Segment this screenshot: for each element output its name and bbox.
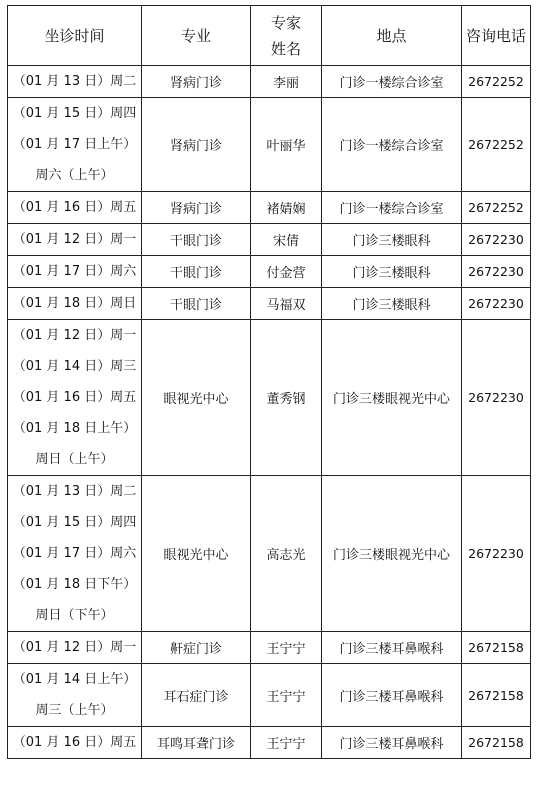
time-line: （01 月 14 日）周三 xyxy=(12,359,137,374)
table-row xyxy=(8,98,531,192)
cell-expert: 付金营 xyxy=(251,256,322,288)
cell-location: 门诊三楼眼科 xyxy=(322,256,462,288)
time-line: （01 月 12 日）周一 xyxy=(12,232,137,247)
cell-phone: 2672252 xyxy=(462,192,531,224)
table-row xyxy=(8,632,531,664)
time-line: （01 月 16 日）周五 xyxy=(12,390,137,405)
cell-expert: 马福双 xyxy=(251,288,322,320)
cell-time xyxy=(8,288,142,320)
table-row xyxy=(8,66,531,98)
cell-specialty: 肾病门诊 xyxy=(142,66,251,98)
cell-location: 门诊三楼眼视光中心 xyxy=(322,320,462,476)
time-line: （01 月 17 日）周六 xyxy=(12,264,137,279)
cell-specialty: 耳石症门诊 xyxy=(142,664,251,727)
time-line: （01 月 12 日）周一 xyxy=(12,328,137,343)
cell-expert: 王宁宁 xyxy=(251,632,322,664)
cell-expert: 褚婧娴 xyxy=(251,192,322,224)
cell-phone: 2672158 xyxy=(462,632,531,664)
cell-location: 门诊三楼眼视光中心 xyxy=(322,476,462,632)
header-location: 地点 xyxy=(322,6,462,66)
cell-time xyxy=(8,727,142,759)
cell-phone: 2672158 xyxy=(462,664,531,727)
header-expert xyxy=(251,6,322,66)
table-row xyxy=(8,288,531,320)
cell-phone: 2672230 xyxy=(462,288,531,320)
table-row xyxy=(8,192,531,224)
cell-specialty: 干眼门诊 xyxy=(142,288,251,320)
cell-time xyxy=(8,664,142,727)
time-line: （01 月 16 日）周五 xyxy=(12,735,137,750)
cell-expert: 李丽 xyxy=(251,66,322,98)
cell-phone: 2672230 xyxy=(462,476,531,632)
cell-specialty: 眼视光中心 xyxy=(142,476,251,632)
cell-location: 门诊三楼眼科 xyxy=(322,288,462,320)
cell-phone: 2672252 xyxy=(462,66,531,98)
cell-expert: 王宁宁 xyxy=(251,727,322,759)
cell-specialty: 眼视光中心 xyxy=(142,320,251,476)
cell-specialty: 肾病门诊 xyxy=(142,98,251,192)
time-line: （01 月 15 日）周四 xyxy=(12,106,137,121)
cell-expert: 宋倩 xyxy=(251,224,322,256)
cell-time xyxy=(8,632,142,664)
clinic-schedule-table xyxy=(7,5,531,759)
time-line: （01 月 18 日上午） xyxy=(12,421,137,436)
cell-expert: 王宁宁 xyxy=(251,664,322,727)
cell-time xyxy=(8,192,142,224)
cell-time xyxy=(8,476,142,632)
time-line: （01 月 13 日）周二 xyxy=(12,74,137,89)
cell-phone: 2672252 xyxy=(462,98,531,192)
time-line: 周日（上午） xyxy=(35,452,114,467)
time-line: （01 月 18 日）周日 xyxy=(12,296,137,311)
cell-phone: 2672230 xyxy=(462,320,531,476)
cell-expert: 高志光 xyxy=(251,476,322,632)
header-expert-line2: 姓名 xyxy=(270,39,301,58)
cell-phone: 2672230 xyxy=(462,256,531,288)
cell-location: 门诊三楼耳鼻喉科 xyxy=(322,664,462,727)
cell-specialty: 鼾症门诊 xyxy=(142,632,251,664)
cell-phone: 2672230 xyxy=(462,224,531,256)
header-specialty: 专业 xyxy=(142,6,251,66)
table-row xyxy=(8,476,531,632)
cell-expert: 董秀钢 xyxy=(251,320,322,476)
cell-time xyxy=(8,98,142,192)
table-row xyxy=(8,256,531,288)
time-line: （01 月 17 日）周六 xyxy=(12,546,137,561)
header-phone: 咨询电话 xyxy=(462,6,531,66)
cell-specialty: 干眼门诊 xyxy=(142,224,251,256)
cell-location: 门诊三楼耳鼻喉科 xyxy=(322,727,462,759)
table-row xyxy=(8,224,531,256)
cell-time xyxy=(8,256,142,288)
cell-time xyxy=(8,66,142,98)
cell-location: 门诊三楼耳鼻喉科 xyxy=(322,632,462,664)
time-line: （01 月 18 日下午） xyxy=(12,577,137,592)
time-line: （01 月 12 日）周一 xyxy=(12,640,137,655)
time-line: 周三（上午） xyxy=(35,703,114,718)
cell-specialty: 耳鸣耳聋门诊 xyxy=(142,727,251,759)
cell-location: 门诊一楼综合诊室 xyxy=(322,66,462,98)
header-expert-line1: 专家 xyxy=(270,13,301,32)
time-line: （01 月 16 日）周五 xyxy=(12,200,137,215)
time-line: （01 月 15 日）周四 xyxy=(12,515,137,530)
table-row xyxy=(8,727,531,759)
cell-specialty: 干眼门诊 xyxy=(142,256,251,288)
header-row xyxy=(8,6,531,66)
cell-time xyxy=(8,320,142,476)
cell-specialty: 肾病门诊 xyxy=(142,192,251,224)
time-line: （01 月 14 日上午） xyxy=(12,672,137,687)
time-line: （01 月 17 日上午） xyxy=(12,137,137,152)
table-body xyxy=(8,66,531,759)
header-time: 坐诊时间 xyxy=(8,6,142,66)
cell-location: 门诊一楼综合诊室 xyxy=(322,192,462,224)
table-row xyxy=(8,664,531,727)
time-line: （01 月 13 日）周二 xyxy=(12,484,137,499)
time-line: 周六（上午） xyxy=(35,168,114,183)
cell-phone: 2672158 xyxy=(462,727,531,759)
cell-time xyxy=(8,224,142,256)
cell-location: 门诊一楼综合诊室 xyxy=(322,98,462,192)
time-line: 周日（下午） xyxy=(35,608,114,623)
table-row xyxy=(8,320,531,476)
cell-expert: 叶丽华 xyxy=(251,98,322,192)
cell-location: 门诊三楼眼科 xyxy=(322,224,462,256)
